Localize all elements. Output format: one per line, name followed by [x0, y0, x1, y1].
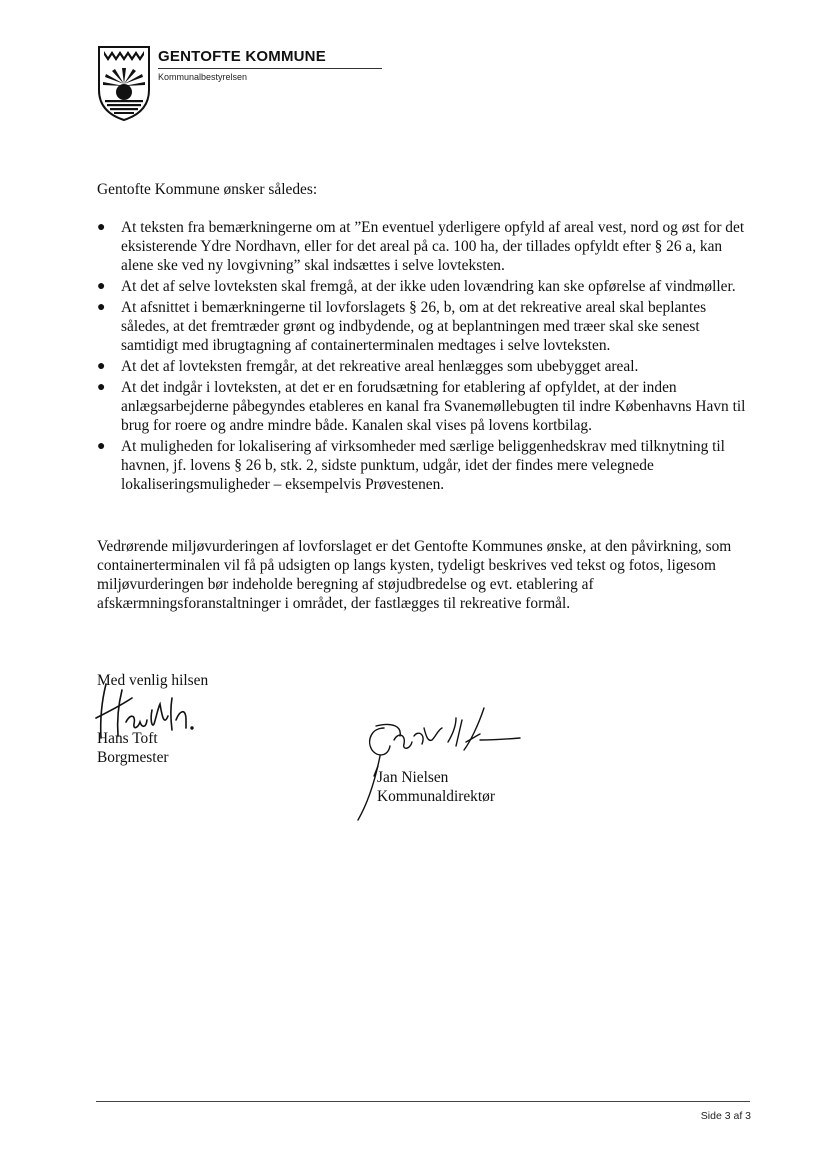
- signatory-1-role: Borgmester: [97, 749, 169, 766]
- footer-divider: [96, 1101, 750, 1102]
- signatory-2-name: Jan Nielsen: [377, 769, 449, 786]
- list-item: [97, 378, 757, 435]
- list-item: [97, 357, 757, 376]
- bullet-icon: ●: [97, 439, 106, 454]
- bullet-icon: ●: [97, 300, 106, 315]
- list-item: [97, 437, 757, 494]
- list-item-text: At det indgår i lovteksten, at det er en forudsætning for etablering af opfyldet, at der inden anlægsarbejderne påbegyndes etableres en kanal fra Svanemøllebugten til indre Københavns Havn til brug for roere og andre mindre både. Kanalen skal vises på lovens kortbilag.: [121, 379, 746, 434]
- page-number: Side 3 af 3: [700, 1110, 751, 1122]
- bullet-icon: ●: [97, 279, 106, 294]
- municipal-crest-icon: [96, 44, 152, 122]
- list-item-text: At det af lovteksten fremgår, at det rekreative areal henlægges som ubebygget areal.: [121, 358, 639, 375]
- list-item: [97, 218, 757, 275]
- organization-subtitle: Kommunalbestyrelsen: [158, 72, 248, 82]
- bullet-icon: ●: [97, 380, 106, 395]
- list-item-text: At det af selve lovteksten skal fremgå, at der ikke uden lovændring kan ske opførelse af vindmøller.: [121, 278, 736, 295]
- letterhead: [96, 44, 496, 124]
- director-signature: [352, 706, 532, 824]
- list-item: [97, 298, 757, 355]
- intro-line: Gentofte Kommune ønsker således:: [97, 181, 318, 198]
- letterhead-divider: [158, 68, 382, 69]
- signatory-2-role: Kommunaldirektør: [377, 788, 495, 805]
- environmental-assessment-paragraph: Vedrørende miljøvurderingen af lovforslaget er det Gentofte Kommunes ønske, at den påvirkning, som containerterminalen vil få på udsigten op langs kysten, tydeligt beskrives ved tekst og fotos, ligesom miljøvurderingen bør indeholde beregning af støjudbredelse og evt. etablering af afskærmningsforanstaltninger i området, der fastlægges til rekreative formål.: [97, 538, 732, 612]
- list-item-text: At afsnittet i bemærkningerne til lovforslagets § 26, b, om at det rekreative areal skal beplantes således, at det fremtræder grønt og indbydende, og at beplantningen med træer skal ske senest samtidigt med ibrugtagning af containerterminalen medtages i selve lovteksten.: [121, 299, 707, 354]
- organization-name: GENTOFTE KOMMUNE: [158, 48, 326, 65]
- bullet-icon: ●: [97, 220, 106, 235]
- list-item-text: At muligheden for lokalisering af virksomheder med særlige beliggenhedskrav med tilknytning til havnen, jf. lovens § 26 b, stk. 2, sidste punktum, udgår, idet der findes mere velegnede lokaliseringsmuligheder – eksempelvis Prøvestenen.: [121, 438, 725, 493]
- request-list: [97, 218, 757, 496]
- bullet-icon: ●: [97, 359, 106, 374]
- closing-salutation: Med venlig hilsen: [97, 672, 209, 689]
- signatory-1-name: Hans Toft: [97, 730, 158, 747]
- list-item-text: At teksten fra bemærkningerne om at ”En eventuel yderligere opfyld af areal vest, nord og øst for det eksisterende Ydre Nordhavn, eller for det areal på ca. 100 ha, der tillades opfyldt efter § 26 a, kan alene ske ved ny lovgivning” skal indsættes i selve lovteksten.: [121, 219, 745, 274]
- list-item: [97, 277, 757, 296]
